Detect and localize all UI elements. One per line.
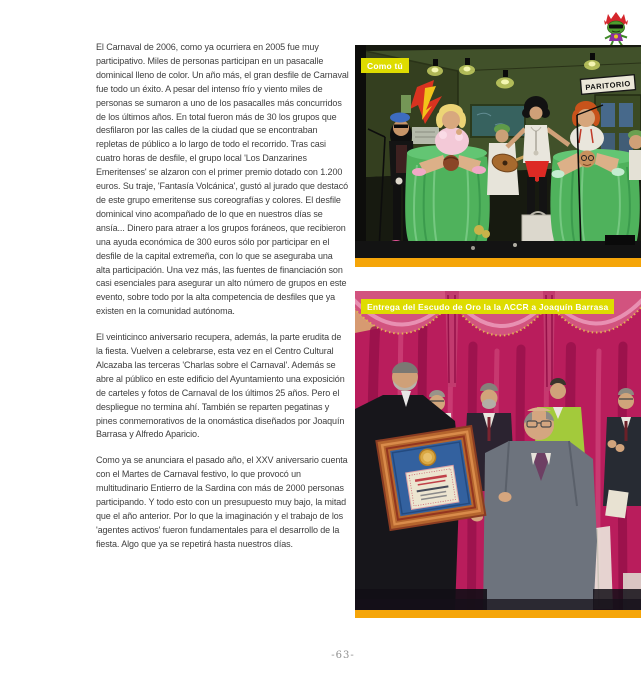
award-scene (355, 291, 641, 618)
photo-caption: Como tú (361, 58, 409, 73)
stage-scene (355, 45, 641, 267)
svg-text:PARITORIO: PARITORIO (584, 79, 632, 92)
paragraph-martes-carnaval: Como ya se anunciara el pasado año, el XXV aniversario cuenta con el Martes de Carnaval festivo, lo que provocó un multitudinario Entierro de la Sardina con más de 2000 personas participando. Y todo esto con un presupuesto muy bajo, la mitad que el año anterior. Por lo que la imaginación y el trabajo de los 'agentes activos' fueron fundamentales para el desarrollo de la fiesta. Algo que ya se repetirá hasta nuestros días. (96, 455, 348, 549)
carnival-mascot-svg (599, 11, 633, 47)
paragraph-25-aniversario: El veinticinco aniversario recupera, además, la parte erudita de la fiesta. Vuelven a celebrarse, esta vez en el Centro Cultural Alcazaba las terceras 'Charlas sobre el Carnaval'. Además se abre al público en este edificio del Ayuntamiento una exposición de carteles y fotos de Carnaval de los últimos 25 años. Pero el despliegue no termina ahí. También se reparten pegatinas y pines conmemorativos de la onomástica diseñados por Joaquín Barrasa y Alfredo Aparicio. (96, 332, 345, 440)
photo-caption: Entrega del Escudo de Oro la la ACCR a Joaquín Barrasa (361, 299, 614, 314)
article-text (96, 41, 349, 564)
performer-far-right (628, 130, 641, 180)
page-number: -63- (331, 650, 355, 661)
stage-front-strip (355, 610, 641, 618)
photo-stage-performance (355, 45, 641, 267)
stage-front-strip (355, 258, 641, 267)
award-frame (376, 426, 485, 530)
photo-award-ceremony (355, 291, 641, 618)
carnival-mascot-icon (599, 11, 633, 47)
paragraph-carnival-2006: El Carnaval de 2006, como ya ocurriera en 2005 fue muy participativo. Miles de personas participan en un pasacalle dominical lleno de color. Un año más, el gran desfile de Carnaval fue todo un éxito. A pesar del intenso frío y viento miles de personas se sumaron a uno de los pasacalles más concurridos de los últimos años. En total fueron más de 30 los grupos que desfilaron por las calles de la ciudad que se encontraban repletas de público a lo largo de todo el recorrido. Tras casi cuatro horas de desfile, el grupo local 'Los Danzarines Emeritenses' se alzaron con el primer premio dotado con 1.200 euros. Su traje, 'Fantasía Volcánica', gustó al jurado que destacó de este grupo emeritense sus coreografías y colores. El desfile dominical vino acompañado de lo que en nuestros días se ansía... Dinero para atraer a los grupos foráneos, que recibieron una ayuda económica de 300 euros sólo por participar en el desfile de la capital extremeña, con lo que se aseguraba una alta participación. Una vez más, las fuentes de financiación son casi esenciales para asegurar un alto número de grupos en este evento, sobre todo por la alta competencia de desfiles que ya existen en la comunidad autónoma. (96, 42, 349, 317)
